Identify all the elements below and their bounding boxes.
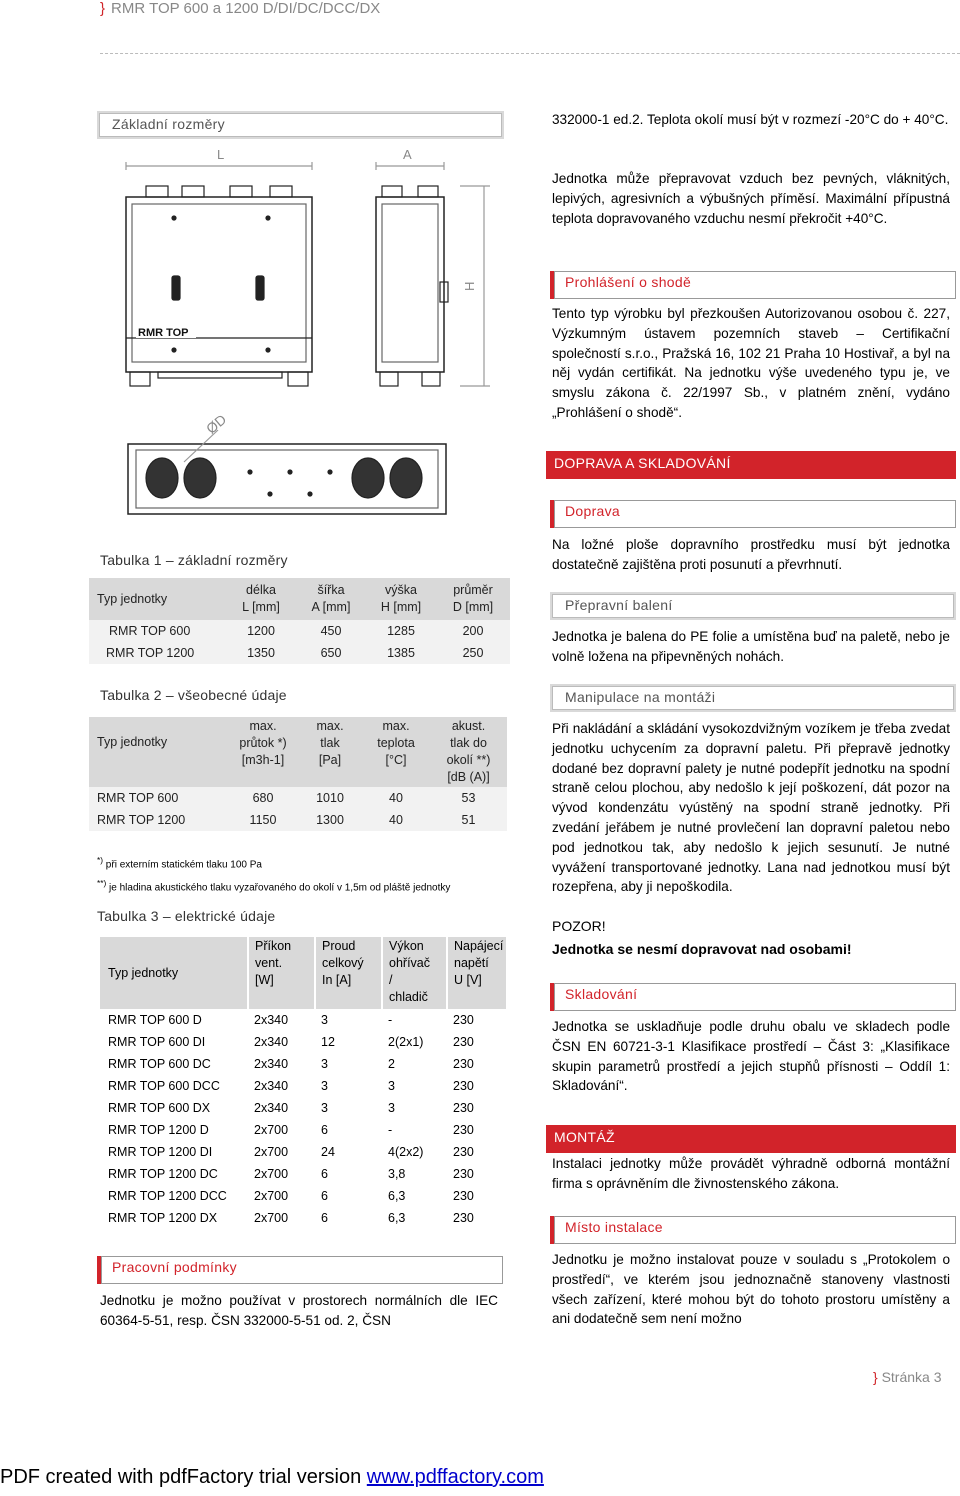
section-title: Doprava xyxy=(554,500,956,528)
t1-h3: výška H [mm] xyxy=(366,578,436,620)
para-montaz: Instalaci jednotky může provádět výhradně odborná montážní firma s oprávněním dle živnostenského zákona. xyxy=(552,1156,950,1191)
para-misto: Jednotku je možno instalovat pouze v souladu s „Protokolem o prostředí“, ve kterém jsou jednoznačně stanoveny vlastnosti všech zařízení, které mohou být do tohoto prostoru umístěny a ani dodatečně sem není možno xyxy=(552,1252,950,1327)
t2-cell: 1010 xyxy=(316,791,344,805)
section-prepravni-baleni xyxy=(550,592,956,620)
table-row xyxy=(100,1163,506,1185)
t3-cell: 230 xyxy=(447,1075,506,1097)
t3-cell: 2x340 xyxy=(248,1009,315,1031)
unit-drawing xyxy=(100,142,520,532)
table-row xyxy=(100,1053,506,1075)
t1-cell: 250 xyxy=(462,646,484,660)
table-row xyxy=(100,1009,506,1031)
header-brace: } xyxy=(100,0,106,17)
dim-label-A: A xyxy=(403,147,412,162)
t2-cell: 680 xyxy=(252,791,274,805)
t1-h2: šířka A [mm] xyxy=(296,578,366,620)
table-row xyxy=(100,1141,506,1163)
pdf-watermark xyxy=(0,1466,544,1489)
t3-cell: 6 xyxy=(315,1207,382,1229)
t3-cell: 230 xyxy=(447,1185,506,1207)
work-text: Jednotku je možno používat v prostorech normálních dle IEC 60364-5-51, resp. ČSN 332000-5-51 od. 2, ČSN xyxy=(100,1293,498,1328)
note-2-mark: **) xyxy=(97,878,107,889)
t3-cell: RMR TOP 1200 DX xyxy=(100,1207,248,1229)
t3-cell: RMR TOP 600 DX xyxy=(100,1097,248,1119)
banner-doprava-skladovani: DOPRAVA A SKLADOVÁNÍ xyxy=(546,451,956,479)
t3-cell: 6 xyxy=(315,1185,382,1207)
table1 xyxy=(89,578,510,664)
table2-caption: Tabulka 2 – všeobecné údaje xyxy=(100,687,287,703)
t3-cell: 3 xyxy=(315,1075,382,1097)
t3-cell: 6 xyxy=(315,1119,382,1141)
para-baleni: Jednotka je balena do PE folie a umístěna buď na paletě, nebo je volně ložena na připevněných nohách. xyxy=(552,629,950,664)
table2-notes xyxy=(97,853,507,896)
t1-cell: RMR TOP 1200 xyxy=(106,646,195,660)
table-row xyxy=(100,1097,506,1119)
table3-body xyxy=(100,1009,506,1229)
pozor-text: Jednotka se nesmí dopravovat nad osobami! xyxy=(552,941,852,957)
t2-cell: RMR TOP 600 xyxy=(97,791,179,805)
section-misto-instalace xyxy=(550,1216,956,1244)
t2-cell: RMR TOP 1200 xyxy=(97,813,186,827)
t1-cell: 200 xyxy=(462,624,484,638)
table3 xyxy=(100,937,506,1229)
t2-h3: max. teplota [°C] xyxy=(362,717,430,787)
t1-cell: 450 xyxy=(320,624,342,638)
t1-h0: Typ jednotky xyxy=(89,578,226,620)
t1-h1: délka L [mm] xyxy=(226,578,296,620)
t1-cell: 1350 xyxy=(247,646,275,660)
t3-cell: 2 xyxy=(382,1053,447,1075)
t3-cell: - xyxy=(382,1009,447,1031)
t3-cell: 230 xyxy=(447,1119,506,1141)
para-manipulace: Při nakládání a skládání vysokozdvižným vozíkem je třeba zvedat jednotku uchycením za dopravní paletu. Při přepravě jednotky dodané bez dopravní palety je nutné podepřít jednotku na spodní straně celou plochou, aby nedošlo k její poškození, dát pozor na vývod kondenzátu vyústěný na spodní straně jednotky. Při zvedání jeřábem je nutné provlečení lan dopravní paletou nebo pod jednotkou tak, aby nedošlo k jejich sesunutí. Je nutné vyvážení transportované jednotky. Lana nad jednotkou musí být rozepřena, aby ji nepoškodila. xyxy=(552,721,950,895)
note-1-mark: *) xyxy=(97,855,104,865)
t3-cell: 2x340 xyxy=(248,1075,315,1097)
t3-cell: - xyxy=(382,1119,447,1141)
t1-cell: 1285 xyxy=(387,624,415,638)
section-title: Skladování xyxy=(554,983,956,1011)
t3-cell: 6 xyxy=(315,1163,382,1185)
section-title: Pracovní podmínky xyxy=(101,1256,503,1284)
t3-cell: 24 xyxy=(315,1141,382,1163)
section-pracovni-podminky xyxy=(97,1256,503,1284)
page-header xyxy=(100,0,380,17)
table2-header xyxy=(89,717,507,787)
t1-cell: RMR TOP 600 xyxy=(109,624,191,638)
dim-label-L: L xyxy=(217,147,225,162)
table2 xyxy=(89,717,507,831)
table1-caption: Tabulka 1 – základní rozměry xyxy=(100,552,288,568)
t2-cell: 51 xyxy=(461,813,476,827)
t3-h1: Příkon vent. [W] xyxy=(248,937,315,1009)
section-zakladni-rozmery xyxy=(97,111,504,139)
table3-header xyxy=(100,937,506,1009)
t3-h2: Proud celkový In [A] xyxy=(315,937,382,1009)
t3-cell: 230 xyxy=(447,1053,506,1075)
pozor-label: POZOR! xyxy=(552,918,606,934)
t2-h0: Typ jednotky xyxy=(89,717,228,787)
t3-cell: 230 xyxy=(447,1009,506,1031)
section-skladovani xyxy=(550,983,956,1011)
t3-cell: 3 xyxy=(382,1097,447,1119)
section-title: Místo instalace xyxy=(554,1216,956,1244)
section-doprava xyxy=(550,500,956,528)
t3-cell: RMR TOP 1200 DCC xyxy=(100,1185,248,1207)
para-air: Jednotka může přepravovat vzduch bez pevných, vláknitých, lepivých, agresivních a výbušných příměsí. Maximální přípustná teplota dopravovaného vzduchu nesmí překročit +40°C. xyxy=(552,171,950,226)
t3-cell: 230 xyxy=(447,1097,506,1119)
t3-cell: 2x340 xyxy=(248,1053,315,1075)
t1-cell: 1385 xyxy=(387,646,415,660)
t3-cell: 230 xyxy=(447,1141,506,1163)
t2-h4: akust. tlak do okolí **) [dB (A)] xyxy=(430,717,507,787)
t3-h0: Typ jednotky xyxy=(100,937,248,1009)
section-title: Základní rozměry xyxy=(99,113,502,137)
para-continuation: 332000-1 ed.2. Teplota okolí musí být v rozmezí -20°C do + 40°C. xyxy=(552,112,949,127)
note-2 xyxy=(97,876,507,895)
logo-rmr-top: RMR TOP xyxy=(138,327,189,339)
dim-label-D: ØD xyxy=(202,410,230,437)
t3-cell: 3 xyxy=(315,1009,382,1031)
para-skladovani: Jednotka se uskladňuje podle druhu obalu ve skladech podle ČSN EN 60721-3-1 Klasifikace prostředí – Část 3: „Klasifikace skupin parametrů prostředí a jejich stupňů přísnosti – Oddíl 1: Skladování“. xyxy=(552,1019,950,1094)
t3-cell: RMR TOP 600 DI xyxy=(100,1031,248,1053)
t3-cell: 2x700 xyxy=(248,1207,315,1229)
para-doprava: Na ložné ploše dopravního prostředku musí být jednotka dostatečně zajištěna proti posunutí a převrhnutí. xyxy=(552,537,950,572)
t3-cell: 230 xyxy=(447,1163,506,1185)
t3-cell: RMR TOP 1200 DC xyxy=(100,1163,248,1185)
table-row xyxy=(100,1119,506,1141)
t1-cell: 650 xyxy=(320,646,342,660)
t3-cell: 230 xyxy=(447,1207,506,1229)
t3-h4: Napájecí napětí U [V] xyxy=(447,937,506,1009)
table-row xyxy=(100,1031,506,1053)
t3-cell: 230 xyxy=(447,1031,506,1053)
t3-cell: 12 xyxy=(315,1031,382,1053)
t3-h3: Výkon ohřívač / chladič xyxy=(382,937,447,1009)
t2-h2: max. tlak [Pa] xyxy=(298,717,362,787)
t3-cell: 3 xyxy=(315,1053,382,1075)
t3-cell: RMR TOP 600 DC xyxy=(100,1053,248,1075)
t3-cell: 6,3 xyxy=(382,1185,447,1207)
t1-cell: 1200 xyxy=(247,624,275,638)
pdf-text: PDF created with pdfFactory trial version xyxy=(0,1466,367,1488)
t3-cell: 6,3 xyxy=(382,1207,447,1229)
t2-cell: 53 xyxy=(461,791,476,805)
t3-cell: 3,8 xyxy=(382,1163,447,1185)
t2-cell: 1300 xyxy=(316,813,344,827)
footer-brace: } xyxy=(873,1369,878,1385)
table-row xyxy=(100,1207,506,1229)
t3-cell: 3 xyxy=(382,1075,447,1097)
header-divider xyxy=(100,53,960,54)
t3-cell: 2x340 xyxy=(248,1031,315,1053)
note-1 xyxy=(97,853,507,872)
t3-cell: 2x700 xyxy=(248,1141,315,1163)
t2-cell: 40 xyxy=(389,813,403,827)
t2-cell: 1150 xyxy=(249,813,277,827)
t3-cell: 2x340 xyxy=(248,1097,315,1119)
t3-cell: RMR TOP 600 DCC xyxy=(100,1075,248,1097)
t3-cell: 2x700 xyxy=(248,1163,315,1185)
section-prohlaseni xyxy=(550,271,956,299)
section-title: Prohlášení o shodě xyxy=(554,271,956,299)
table-row xyxy=(100,1185,506,1207)
t2-h1: max. průtok *) [m3h-1] xyxy=(228,717,298,787)
section-title: Přepravní balení xyxy=(552,594,954,618)
table-row xyxy=(100,1075,506,1097)
note-1-text: při externím statickém tlaku 100 Pa xyxy=(105,859,262,871)
section-manipulace xyxy=(550,684,956,712)
banner-montaz: MONTÁŽ xyxy=(546,1125,956,1153)
table-row xyxy=(89,809,507,831)
para-declaration: Tento typ výrobku byl přezkoušen Autorizovanou osobou č. 227, Výzkumným ústavem pozemních staveb – Certifikační společností s.r.o., Pražská 16, 102 21 Praha 10 Hostivař, a byl na něj vydán certifikát. Na jednotku výše uvedeného typu je, ve smyslu zákona č. 22/1997 Sb., v platném znění, vydáno „Prohlášení o shodě“. xyxy=(552,306,950,420)
table3-caption: Tabulka 3 – elektrické údaje xyxy=(97,908,276,924)
t1-h4: průměr D [mm] xyxy=(436,578,510,620)
t3-cell: RMR TOP 600 D xyxy=(100,1009,248,1031)
table-row xyxy=(89,642,510,664)
t3-cell: 4(2x2) xyxy=(382,1141,447,1163)
table-row xyxy=(89,787,507,809)
t3-cell: RMR TOP 1200 D xyxy=(100,1119,248,1141)
t3-cell: 3 xyxy=(315,1097,382,1119)
pdf-link[interactable]: www.pdffactory.com xyxy=(366,1466,544,1488)
table1-header xyxy=(89,578,510,620)
t3-cell: RMR TOP 1200 DI xyxy=(100,1141,248,1163)
note-2-text: je hladina akustického tlaku vyzařovaného do okolí v 1,5m od pláště jednotky xyxy=(109,882,451,894)
t3-cell: 2(2x1) xyxy=(382,1031,447,1053)
section-title: Manipulace na montáži xyxy=(552,686,954,710)
dim-label-H: H xyxy=(462,281,477,291)
t2-cell: 40 xyxy=(389,791,403,805)
t3-cell: 2x700 xyxy=(248,1119,315,1141)
page-number: Stránka 3 xyxy=(881,1369,942,1385)
t3-cell: 2x700 xyxy=(248,1185,315,1207)
table-row xyxy=(89,620,510,642)
page-footer xyxy=(873,1369,942,1385)
header-title: RMR TOP 600 a 1200 D/DI/DC/DCC/DX xyxy=(111,0,381,17)
